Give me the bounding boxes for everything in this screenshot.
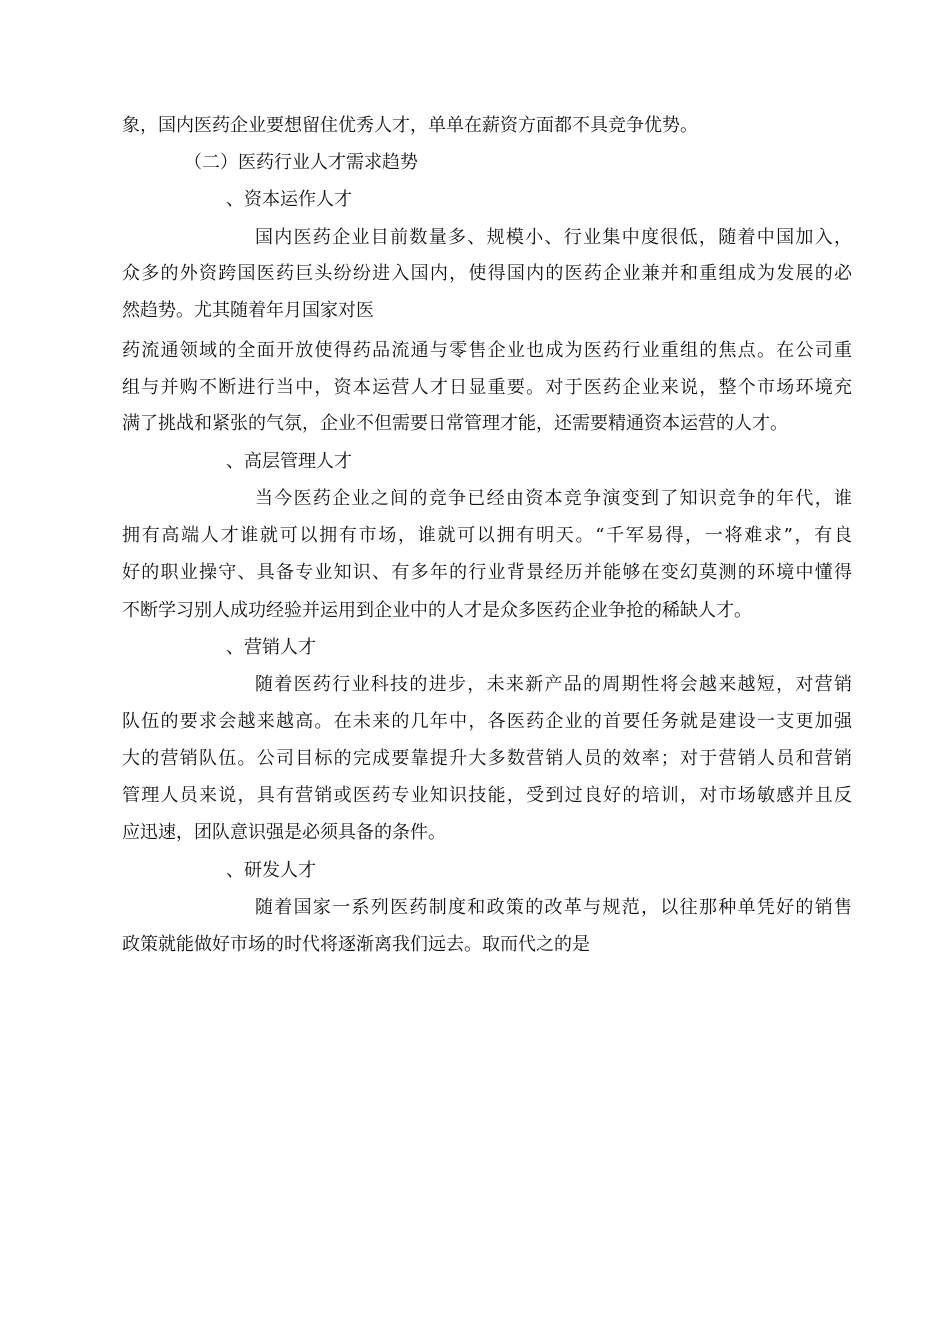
- subheading-rd-talent: 、研发人才: [226, 860, 316, 881]
- paragraph-line-continuation: 象，国内医药企业要想留住优秀人才，单单在薪资方面都不具竞争优势。: [122, 115, 698, 136]
- paragraph-line: 管理人员来说，具有营销或医药专业知识技能，受到过良好的培训，对市场敏感并且反: [122, 785, 852, 806]
- paragraph-line: 组与并购不断进行当中，资本运营人才日显重要。对于医药企业来说，整个市场环境充: [122, 377, 852, 398]
- paragraph-line: 应迅速，团队意识强是必须具备的条件。: [122, 822, 446, 843]
- subheading-capital-operation-talent: 、资本运作人才: [226, 189, 352, 210]
- paragraph-line: 满了挑战和紧张的气氛，企业不但需要日常管理才能，还需要精通资本运营的人才。: [122, 413, 788, 434]
- paragraph-line: 政策就能做好市场的时代将逐渐离我们远去。取而代之的是: [122, 934, 590, 955]
- paragraph-line: 随着国家一系列医药制度和政策的改革与规范，以往那种单凭好的销售: [255, 897, 852, 918]
- paragraph-line: 好的职业操守、具备专业知识、有多年的行业背景经历并能够在变幻莫测的环境中懂得: [122, 562, 852, 583]
- paragraph-line: 众多的外资跨国医药巨头纷纷进入国内，使得国内的医药企业兼并和重组成为发展的必: [122, 263, 852, 284]
- paragraph-line: 队伍的要求会越来越高。在未来的几年中，各医药企业的首要任务就是建设一支更加强: [122, 711, 852, 732]
- subheading-senior-management-talent: 、高层管理人才: [226, 451, 352, 472]
- section-heading-talent-demand-trend: （二）医药行业人才需求趋势: [184, 152, 418, 173]
- paragraph-line: 随着医药行业科技的进步，未来新产品的周期性将会越来越短，对营销: [255, 674, 852, 695]
- paragraph-line: 国内医药企业目前数量多、规模小、行业集中度很低，随着中国加入，: [255, 227, 852, 248]
- subheading-marketing-talent: 、营销人才: [226, 637, 316, 658]
- paragraph-line: 当今医药企业之间的竞争已经由资本竞争演变到了知识竞争的年代，谁: [255, 488, 852, 509]
- paragraph-line: 大的营销队伍。公司目标的完成要靠提升大多数营销人员的效率；对于营销人员和营销: [122, 748, 852, 769]
- paragraph-line: 拥有高端人才谁就可以拥有市场，谁就可以拥有明天。“千军易得，一将难求”，有良: [122, 525, 852, 546]
- paragraph-line: 药流通领域的全面开放使得药品流通与零售企业也成为医药行业重组的焦点。在公司重: [122, 340, 852, 361]
- paragraph-line: 然趋势。尤其随着年月国家对医: [122, 300, 374, 321]
- paragraph-line: 不断学习别人成功经验并运用到企业中的人才是众多医药企业争抢的稀缺人才。: [122, 600, 752, 621]
